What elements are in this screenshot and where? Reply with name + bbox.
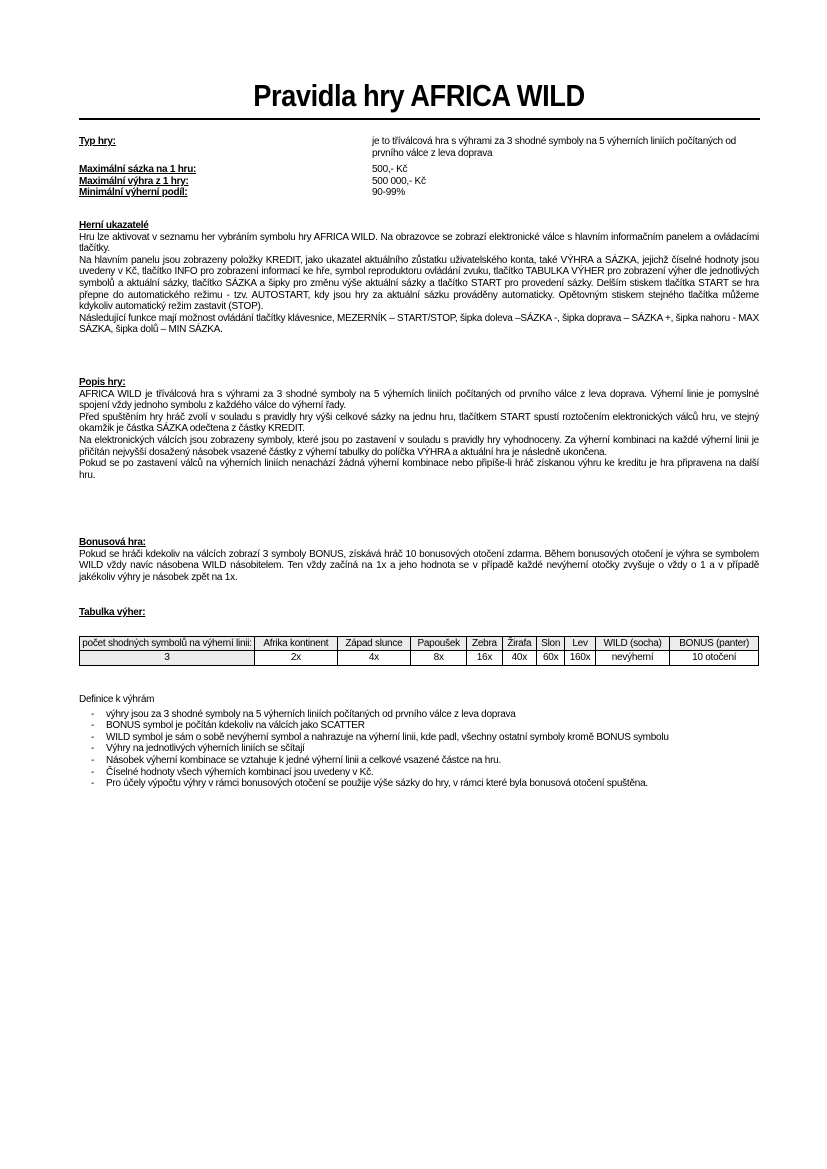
table-cell: 60x [536,651,564,666]
section-heading: Tabulka výher: [79,607,146,618]
paragraph: Pokud se po zastavení válců na výherních liniích nenachází žádná výherní kombinace nebo připíše-li hráč získanou výhru ke kreditu je hra připravena na další hru. [79,458,759,481]
info-row [79,176,759,188]
table-cell: 3 [80,651,255,666]
paytable-section [79,607,759,666]
definitions-section [79,694,759,790]
info-label: Maximální výhra z 1 hry: [79,175,189,187]
table-header-cell: WILD (socha) [595,636,670,651]
table-cell: 2x [255,651,338,666]
table-cell: 8x [411,651,467,666]
table-cell: 4x [337,651,410,666]
table-header-cell: Slon [536,636,564,651]
list-item: - WILD symbol je sám o sobě nevýherní symbol a nahrazuje na výherní linii, kde padl, všechny ostatní symboly kromě BONUS symbolu [106,732,759,744]
section-heading: Definice k výhrám [79,694,155,705]
page-title: Pravidla hry AFRICA WILD [253,78,585,113]
title-divider [79,118,760,120]
paragraph: Na elektronických válcích jsou zobrazeny symboly, které jsou po zastavení v souladu s pravidly hry vyhodnoceny. Za výherní kombinaci na každé výherní linii je přičítán nejvyšší dosažený násobek vsazené částky z výherní tabulky do políčka VÝHRA a aktuální hra je následně ukončena. [79,434,759,458]
info-value: 500 000,- Kč [372,175,426,187]
info-row [79,164,759,176]
table-cell: 10 otočení [670,651,759,666]
info-value: 90-99% [372,187,405,199]
paragraph: Před spuštěním hry hráč zvolí v souladu s pravidly hry výši celkové sázky na jednu hru, tlačítkem START spustí roztočením elektronických válců hru, ve stejný okamžik je částka SÁZKA odečtena z částky KREDIT. [79,411,759,435]
paragraph: AFRICA WILD je tříválcová hra s výhrami za 3 shodné symboly na 5 výherních liniích počítaných od prvního válce z leva doprava. Výherní linie je pomyslné spojení vždy jednoho symbolu z každého válce do výherní řady. [79,388,759,412]
list-item: - BONUS symbol je počítán kdekoliv na válcích jako SCATTER [106,720,759,732]
list-item: - Číselné hodnoty všech výherních kombinací jsou uvedeny v Kč. [106,767,759,779]
table-row [80,651,759,666]
section-heading: Popis hry: [79,377,126,388]
table-cell: nevýherní [595,651,670,666]
paragraph: Na hlavním panelu jsou zobrazeny položky KREDIT, jako ukazatel aktuálního zůstatku uživatelského konta, také VÝHRA a SÁZKA, jejichž číselné hodnoty jsou uvedeny v Kč, tlačítko INFO pro zobrazení informací ke hře, symbol reproduktoru ovládání zvuku, tlačítko TABULKA VÝHER pro zobrazení výher dle jednotlivých symbolů a aktuální sázky, tlačítko SÁZKA a šipky pro změnu výše aktuální sázky a tlačítko START pro provedení sázky. Delším stiskem tlačítka START se hra přepne do automatického režimu - tzv. AUTOSTART, kdy jsou hry za aktuální sázku prováděny automaticky. Opětovným stiskem stejného tlačítka můžeme kdykoliv automatický režim zastavit (STOP). [79,254,759,313]
list-item: - Násobek výherní kombinace se vztahuje k jedné výherní linii a celkové vsazené částce na hru. [106,755,759,767]
indicators-section [79,220,759,336]
info-label: Maximální sázka na 1 hru: [79,164,197,176]
paragraph: Hru lze aktivovat v seznamu her vybráním symbolu hry AFRICA WILD. Na obrazovce se zobrazí elektronické válce s hlavním informačním panelem a ovládacími tlačítky. [79,231,759,255]
list-item: - Výhry na jednotlivých výherních liniích se sčítají [106,743,759,755]
table-header-cell: Papoušek [411,636,467,651]
info-value: je to tříválcová hra s výhrami za 3 shodné symboly na 5 výherních liniích počítaných od prvního válce z leva doprava [372,136,736,159]
info-label: Typ hry: [79,136,116,147]
table-cell: 40x [502,651,536,666]
table-header-row [80,636,759,651]
info-label: Minimální výherní podíl: [79,187,188,199]
bonus-section [79,537,759,583]
paytable [79,636,759,666]
definitions-list [79,709,759,790]
table-header-cell: Afrika kontinent [255,636,338,651]
table-header-cell: Lev [565,636,595,651]
table-cell: 160x [565,651,595,666]
table-header-cell: BONUS (panter) [670,636,759,651]
table-header-cell: počet shodných symbolů na výherní linii: [80,636,255,651]
section-heading: Bonusová hra: [79,537,146,548]
list-item: - výhry jsou za 3 shodné symboly na 5 výherních liniích počítaných od prvního válce z leva doprava [106,709,759,721]
table-header-cell: Západ slunce [337,636,410,651]
paragraph: Pokud se hráči kdekoliv na válcích zobrazí 3 symboly BONUS, získává hráč 10 bonusových otočení zdarma. Během bonusových otočení je výhra se symbolem WILD vždy navíc násobena WILD násobitelem. Ten vždy začíná na 1x a jeho hodnota se v případě každé nevýherní otočky zvyšuje o vždy o 1 a v případě jakékoliv výhry je násobek zpět na 1x. [79,548,759,583]
description-section [79,377,759,481]
info-value: 500,- Kč [372,164,408,176]
info-row [79,187,759,199]
game-info [79,136,759,199]
paragraph: Následující funkce mají možnost ovládání tlačítky klávesnice, MEZERNÍK – START/STOP, šipka doleva –SÁZKA -, šipka doprava – SÁZKA +, šipka nahoru - MAX SÁZKA, šipka dolů – MIN SÁZKA. [79,312,759,336]
list-item: - Pro účely výpočtu výhry v rámci bonusových otočení se použije výše sázky do hry, v rámci které byla bonusová otočení spuštěna. [106,778,759,790]
section-heading: Herní ukazatelé [79,220,149,231]
info-row [79,136,759,159]
table-header-cell: Žirafa [502,636,536,651]
table-header-cell: Zebra [467,636,502,651]
table-cell: 16x [467,651,502,666]
